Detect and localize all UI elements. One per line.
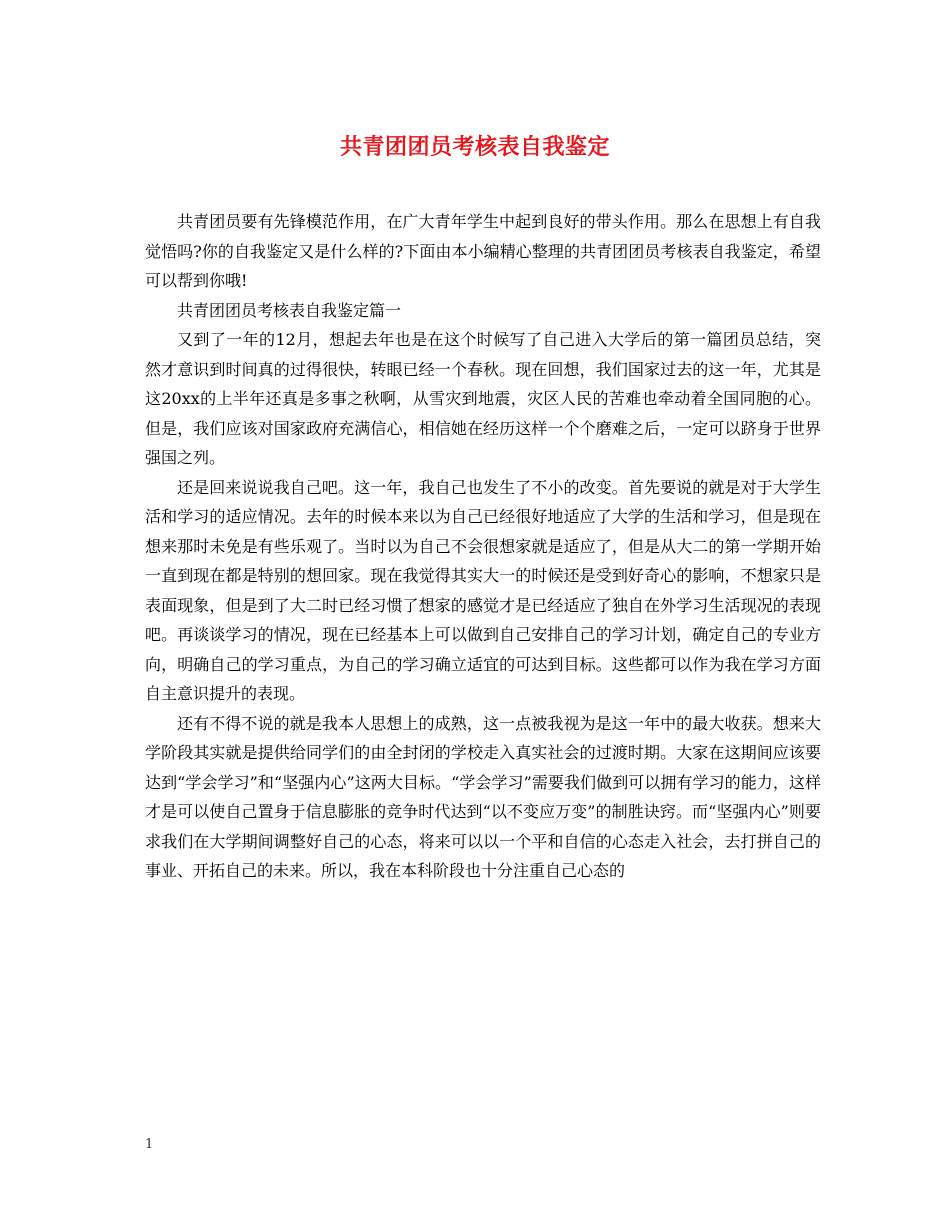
- document-title: 共青团团员考核表自我鉴定: [339, 134, 610, 160]
- section-heading: 共青团团员考核表自我鉴定篇一: [177, 300, 402, 320]
- intro-paragraph: 共青团员要有先锋模范作用，在广大青年学生中起到良好的带头作用。那么在思想上有自我觉悟吗?你的自我鉴定又是什么样的?下面由本小编精心整理的共青团团员考核表自我鉴定，希望可以帮到你哦!: [145, 212, 821, 290]
- page-number: 1: [145, 1137, 154, 1152]
- body-paragraph: 还是回来说说我自己吧。这一年，我自己也发生了不小的改变。首先要说的就是对于大学生活和学习的适应情况。去年的时候本来以为自己已经很好地适应了大学的生活和学习，但是现在想来那时未免是有些乐观了。当时以为自己不会很想家就是适应了，但是从大二的第一学期开始一直到现在都是特别的想回家。现在我觉得其实大一的时候还是受到好奇心的影响，不想家只是表面现象，但是到了大二时已经习惯了想家的感觉才是已经适应了独自在外学习生活现况的表现吧。再谈谈学习的情况，现在已经基本上可以做到自己安排自己的学习计划，确定自己的专业方向，明确自己的学习重点，为自己的学习确立适宜的可达到目标。这些都可以作为我在学习方面自主意识提升的表现。: [145, 477, 821, 703]
- body-paragraph: 还有不得不说的就是我本人思想上的成熟，这一点被我视为是这一年中的最大收获。想来大学阶段其实就是提供给同学们的由全封闭的学校走入真实社会的过渡时期。大家在这期间应该要达到“学会学习”和“坚强内心”这两大目标。“学会学习”需要我们做到可以拥有学习的能力，这样才是可以使自己置身于信息膨胀的竞争时代达到“以不变应万变”的制胜诀窍。而“坚强内心”则要求我们在大学期间调整好自己的心态，将来可以以一个平和自信的心态走入社会，去打拼自己的事业、开拓自己的未来。所以，我在本科阶段也十分注重自己心态的: [145, 713, 821, 880]
- body-paragraph: 又到了一年的12月，想起去年也是在这个时候写了自己进入大学后的第一篇团员总结，突然才意识到时间真的过得很快，转眼已经一个春秋。现在回想，我们国家过去的这一年，尤其是这20xx的上半年还真是多事之秋啊，从雪灾到地震，灾区人民的苦难也牵动着全国同胞的心。但是，我们应该对国家政府充满信心，相信她在经历这样一个个磨难之后，一定可以跻身于世界强国之列。: [145, 330, 821, 467]
- document-body: [145, 207, 821, 886]
